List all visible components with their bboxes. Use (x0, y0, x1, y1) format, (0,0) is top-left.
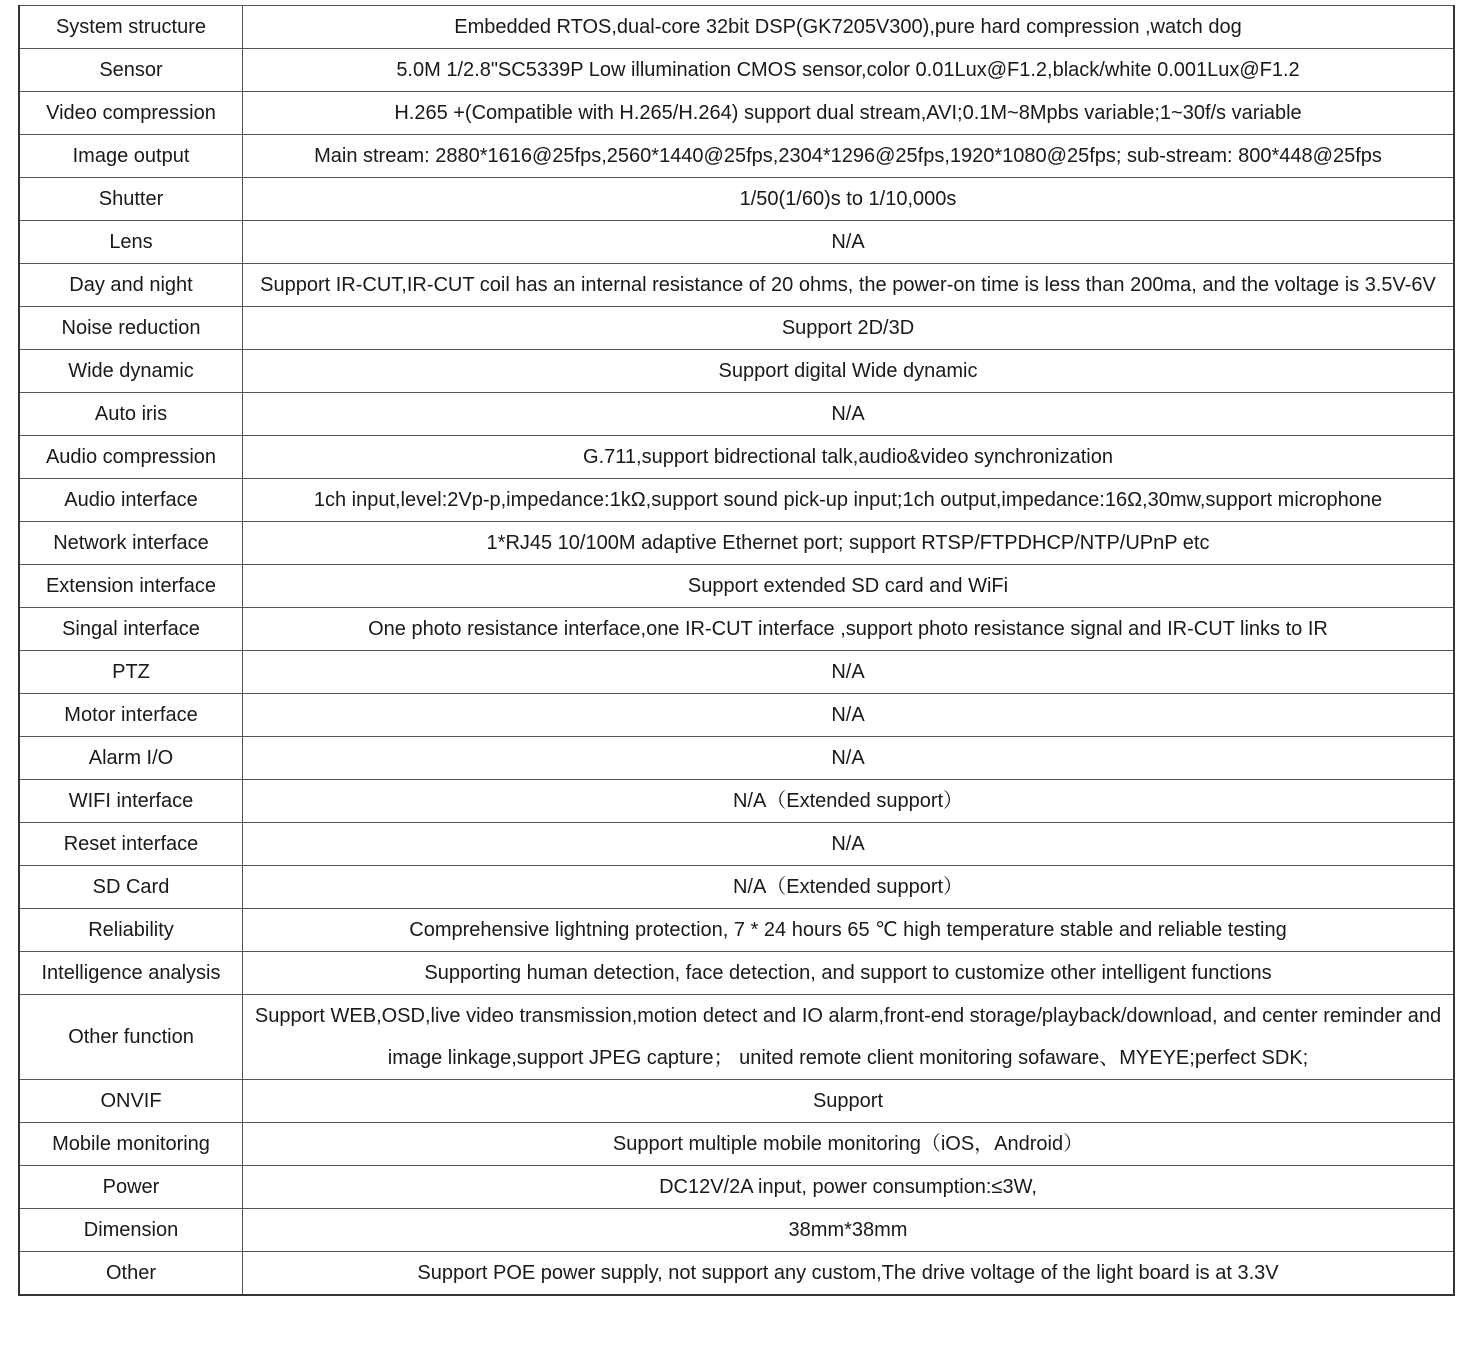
spec-label: Extension interface (19, 565, 243, 608)
spec-table (18, 5, 1455, 1296)
spec-value: Comprehensive lightning protection, 7 * 24 hours 65 ℃ high temperature stable and reliable testing (243, 909, 1455, 952)
spec-row (19, 436, 1454, 479)
spec-value: 5.0M 1/2.8"SC5339P Low illumination CMOS sensor,color 0.01Lux@F1.2,black/white 0.001Lux@F1.2 (243, 49, 1455, 92)
spec-row (19, 651, 1454, 694)
spec-label: SD Card (19, 866, 243, 909)
spec-label: Singal interface (19, 608, 243, 651)
spec-value: 1*RJ45 10/100M adaptive Ethernet port; support RTSP/FTPDHCP/NTP/UPnP etc (243, 522, 1455, 565)
spec-row (19, 565, 1454, 608)
spec-row (19, 1123, 1454, 1166)
spec-row (19, 1252, 1454, 1296)
spec-row (19, 694, 1454, 737)
spec-value: Supporting human detection, face detection, and support to customize other intelligent functions (243, 952, 1455, 995)
spec-label: Alarm I/O (19, 737, 243, 780)
spec-row (19, 479, 1454, 522)
spec-value: Main stream: 2880*1616@25fps,2560*1440@25fps,2304*1296@25fps,1920*1080@25fps; sub-stream: 800*448@25fps (243, 135, 1455, 178)
spec-row (19, 1209, 1454, 1252)
spec-label: Wide dynamic (19, 350, 243, 393)
spec-label: Other (19, 1252, 243, 1296)
spec-row (19, 92, 1454, 135)
spec-label: Audio compression (19, 436, 243, 479)
spec-row (19, 995, 1454, 1080)
spec-row (19, 350, 1454, 393)
spec-value: N/A（Extended support） (243, 780, 1455, 823)
spec-value: Support WEB,OSD,live video transmission,motion detect and IO alarm,front-end storage/playback/download, and center reminder and image linkage,support JPEG capture； united remote client monitoring sofaware、MYEYE;perfect SDK; (243, 995, 1455, 1080)
spec-value: DC12V/2A input, power consumption:≤3W, (243, 1166, 1455, 1209)
spec-value: Support IR-CUT,IR-CUT coil has an internal resistance of 20 ohms, the power-on time is less than 200ma, and the voltage is 3.5V-6V (243, 264, 1455, 307)
spec-label: Image output (19, 135, 243, 178)
spec-row (19, 522, 1454, 565)
spec-label: Lens (19, 221, 243, 264)
spec-label: Shutter (19, 178, 243, 221)
spec-row (19, 135, 1454, 178)
spec-label: Noise reduction (19, 307, 243, 350)
spec-row (19, 952, 1454, 995)
spec-label: Reliability (19, 909, 243, 952)
spec-label: Mobile monitoring (19, 1123, 243, 1166)
spec-value: N/A (243, 651, 1455, 694)
spec-value: 38mm*38mm (243, 1209, 1455, 1252)
spec-row (19, 866, 1454, 909)
spec-value: Support extended SD card and WiFi (243, 565, 1455, 608)
spec-value: One photo resistance interface,one IR-CUT interface ,support photo resistance signal and IR-CUT links to IR (243, 608, 1455, 651)
spec-row (19, 1080, 1454, 1123)
spec-row (19, 608, 1454, 651)
spec-label: ONVIF (19, 1080, 243, 1123)
spec-value: Support 2D/3D (243, 307, 1455, 350)
spec-label: Dimension (19, 1209, 243, 1252)
spec-row (19, 393, 1454, 436)
spec-label: Intelligence analysis (19, 952, 243, 995)
spec-value: Embedded RTOS,dual-core 32bit DSP(GK7205V300),pure hard compression ,watch dog (243, 6, 1455, 49)
spec-label: System structure (19, 6, 243, 49)
spec-row (19, 780, 1454, 823)
spec-label: PTZ (19, 651, 243, 694)
spec-row (19, 264, 1454, 307)
spec-row (19, 909, 1454, 952)
spec-row (19, 6, 1454, 49)
spec-value: N/A (243, 737, 1455, 780)
spec-label: Motor interface (19, 694, 243, 737)
spec-label: Power (19, 1166, 243, 1209)
spec-value: Support multiple mobile monitoring（iOS，Android） (243, 1123, 1455, 1166)
spec-value: N/A (243, 694, 1455, 737)
spec-value: N/A (243, 823, 1455, 866)
spec-row (19, 221, 1454, 264)
spec-label: Other function (19, 995, 243, 1080)
spec-label: Day and night (19, 264, 243, 307)
spec-label: Network interface (19, 522, 243, 565)
spec-row (19, 307, 1454, 350)
spec-row (19, 49, 1454, 92)
spec-label: Audio interface (19, 479, 243, 522)
spec-label: Auto iris (19, 393, 243, 436)
spec-value: 1ch input,level:2Vp-p,impedance:1kΩ,support sound pick-up input;1ch output,impedance:16Ω,30mw,support microphone (243, 479, 1455, 522)
spec-value: N/A (243, 221, 1455, 264)
spec-label: WIFI interface (19, 780, 243, 823)
spec-value: N/A (243, 393, 1455, 436)
spec-label: Video compression (19, 92, 243, 135)
spec-value: G.711,support bidrectional talk,audio&video synchronization (243, 436, 1455, 479)
spec-value: H.265 +(Compatible with H.265/H.264) support dual stream,AVI;0.1M~8Mpbs variable;1~30f/s variable (243, 92, 1455, 135)
spec-value: 1/50(1/60)s to 1/10,000s (243, 178, 1455, 221)
spec-value: Support POE power supply, not support any custom,The drive voltage of the light board is at 3.3V (243, 1252, 1455, 1296)
spec-label: Sensor (19, 49, 243, 92)
spec-row (19, 1166, 1454, 1209)
spec-row (19, 737, 1454, 780)
spec-row (19, 823, 1454, 866)
spec-label: Reset interface (19, 823, 243, 866)
spec-row (19, 178, 1454, 221)
spec-value: Support (243, 1080, 1455, 1123)
spec-value: Support digital Wide dynamic (243, 350, 1455, 393)
spec-table-body (19, 6, 1454, 1296)
spec-value: N/A（Extended support） (243, 866, 1455, 909)
